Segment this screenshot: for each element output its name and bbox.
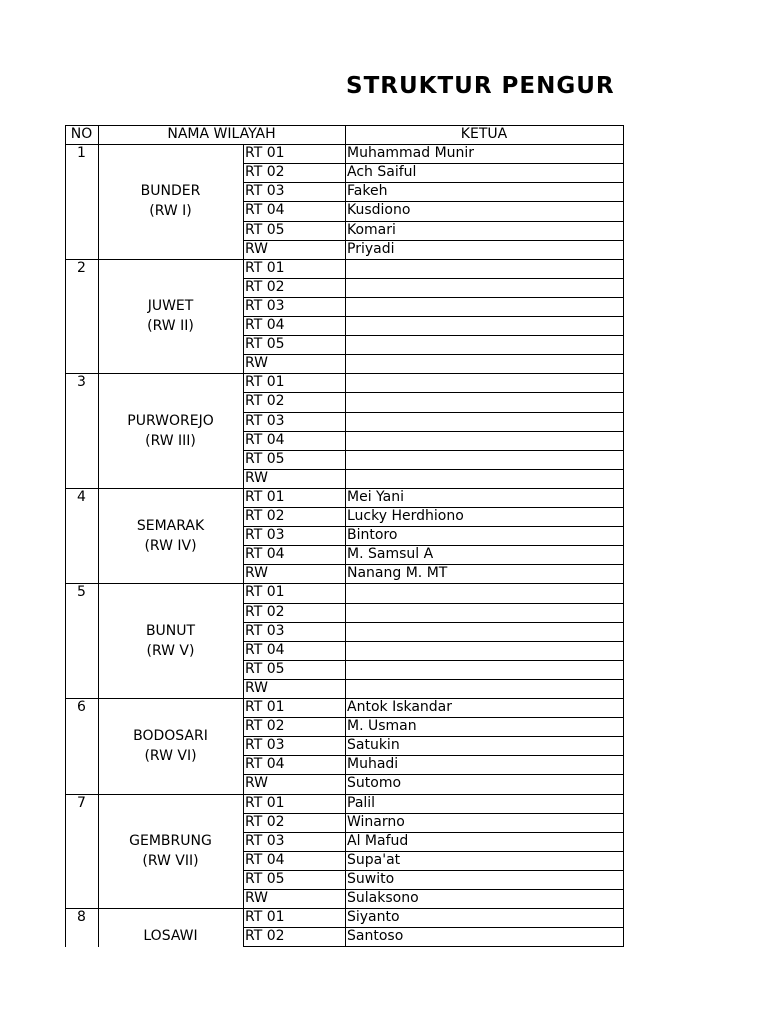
unit-cell: RT 02 <box>245 603 285 620</box>
row-number: 7 <box>77 794 86 811</box>
unit-cell: RW <box>245 240 269 257</box>
row-number: 3 <box>77 374 86 391</box>
unit-cell: RW <box>245 355 269 372</box>
header-ketua: KETUA <box>460 126 508 142</box>
unit-cell: RT 03 <box>245 527 285 544</box>
rw-label: (RW VI) <box>144 747 197 764</box>
header-nama-wilayah: NAMA WILAYAH <box>167 126 276 142</box>
wilayah-label: BUNUT <box>145 622 196 639</box>
ketua-cell <box>345 392 623 411</box>
unit-cell: RT 01 <box>245 259 285 276</box>
ketua-cell: Mei Yani <box>347 488 404 505</box>
unit-cell: RT 05 <box>245 660 285 677</box>
unit-cell: RT 03 <box>245 832 285 849</box>
unit-cell: RT 03 <box>245 737 285 754</box>
ketua-cell: Nanang M. MT <box>347 565 448 582</box>
wilayah-name <box>98 908 243 946</box>
unit-cell: RT 01 <box>245 145 285 162</box>
unit-cell: RT 03 <box>245 412 285 429</box>
ketua-cell: Palil <box>347 794 376 811</box>
unit-cell: RT 04 <box>245 641 285 658</box>
ketua-cell: Priyadi <box>347 240 395 257</box>
row-number: 2 <box>77 259 86 276</box>
unit-cell: RT 04 <box>245 202 285 219</box>
ketua-cell: Siyanto <box>347 909 400 926</box>
ketua-cell <box>345 583 623 602</box>
unit-cell: RT 03 <box>245 183 285 200</box>
ketua-cell: Bintoro <box>347 527 398 544</box>
ketua-cell <box>345 316 623 335</box>
unit-cell: RT 02 <box>245 813 285 830</box>
ketua-cell <box>345 259 623 278</box>
ketua-cell: Fakeh <box>347 183 388 200</box>
grid-line <box>98 125 99 947</box>
wilayah-name <box>98 259 243 374</box>
grid-line <box>243 946 624 947</box>
unit-cell: RT 01 <box>245 374 285 391</box>
ketua-cell <box>345 622 623 641</box>
ketua-cell <box>345 603 623 622</box>
ketua-cell: Muhammad Munir <box>347 145 475 162</box>
row-number: 5 <box>77 584 86 601</box>
ketua-cell: Antok Iskandar <box>347 699 453 715</box>
unit-cell: RT 05 <box>245 450 285 467</box>
row-number: 6 <box>77 699 86 715</box>
row-number: 8 <box>77 909 86 926</box>
unit-cell: RW <box>245 775 269 792</box>
unit-cell: RW <box>245 890 269 906</box>
unit-cell: RT 02 <box>245 508 285 524</box>
ketua-cell: Ach Saiful <box>347 164 417 181</box>
grid-line <box>623 125 624 946</box>
wilayah-name <box>98 488 243 584</box>
ketua-cell <box>345 660 623 679</box>
unit-cell: RT 02 <box>245 164 285 181</box>
unit-cell: RT 03 <box>245 297 285 314</box>
ketua-cell: Sulaksono <box>347 890 419 906</box>
rw-label: (RW I) <box>149 203 192 220</box>
ketua-cell: M. Usman <box>347 718 417 735</box>
wilayah-name <box>98 144 243 259</box>
unit-cell: RW <box>245 679 269 696</box>
ketua-cell: M. Samsul A <box>347 546 434 563</box>
row-number: 1 <box>77 145 86 162</box>
grid-line <box>243 144 244 946</box>
unit-cell: RT 04 <box>245 851 285 868</box>
unit-cell: RT 02 <box>245 278 285 295</box>
unit-cell: RT 04 <box>245 546 285 563</box>
unit-cell: RT 02 <box>245 928 285 945</box>
wilayah-label: SEMARAK <box>136 517 205 534</box>
unit-cell: RT 01 <box>245 699 285 715</box>
rw-label: (RW VII) <box>142 852 199 869</box>
ketua-cell: Santoso <box>347 928 404 945</box>
ketua-cell: Sutomo <box>347 775 402 792</box>
ketua-cell <box>345 373 623 392</box>
wilayah-label: BODOSARI <box>133 727 208 744</box>
ketua-cell <box>345 354 623 373</box>
ketua-cell: Muhadi <box>347 756 399 773</box>
ketua-cell: Winarno <box>347 813 405 830</box>
ketua-cell: Satukin <box>347 737 400 754</box>
unit-cell: RT 04 <box>245 756 285 773</box>
rw-label: (RW II) <box>147 317 194 334</box>
wilayah-name <box>98 373 243 488</box>
unit-cell: RT 01 <box>245 909 285 926</box>
ketua-cell: Komari <box>347 221 396 238</box>
rw-label: (RW V) <box>146 642 195 659</box>
wilayah-name <box>98 698 243 794</box>
ketua-cell: Suwito <box>347 870 395 887</box>
wilayah-label: JUWET <box>147 297 194 314</box>
grid-line <box>345 125 346 946</box>
unit-cell: RT 04 <box>245 431 285 448</box>
ketua-cell <box>345 450 623 469</box>
unit-cell: RT 05 <box>245 870 285 887</box>
ketua-cell <box>345 278 623 297</box>
unit-cell: RT 01 <box>245 488 285 505</box>
rw-label: (RW III) <box>145 432 196 449</box>
unit-cell: RT 05 <box>245 336 285 353</box>
ketua-cell <box>345 641 623 660</box>
wilayah-label: BUNDER <box>140 183 201 200</box>
ketua-cell <box>345 335 623 354</box>
ketua-cell <box>345 431 623 450</box>
wilayah-name <box>98 583 243 698</box>
ketua-cell <box>345 412 623 431</box>
ketua-cell: Lucky Herdhiono <box>347 508 464 524</box>
grid-line <box>65 125 66 947</box>
ketua-cell <box>345 297 623 316</box>
rw-label: (RW IV) <box>144 537 197 554</box>
ketua-cell: Kusdiono <box>347 202 411 219</box>
wilayah-label: PURWOREJO <box>127 412 214 429</box>
wilayah-label: GEMBRUNG <box>129 832 212 849</box>
ketua-cell <box>345 679 623 698</box>
unit-cell: RW <box>245 469 269 486</box>
ketua-cell <box>345 469 623 488</box>
unit-cell: RT 01 <box>245 794 285 811</box>
wilayah-label: LOSAWI <box>143 928 198 945</box>
unit-cell: RT 05 <box>245 221 285 238</box>
row-number: 4 <box>77 488 86 505</box>
document-title: STRUKTUR PENGUR <box>346 73 615 99</box>
ketua-cell: Supa'at <box>347 851 401 868</box>
unit-cell: RT 03 <box>245 622 285 639</box>
unit-cell: RT 02 <box>245 718 285 735</box>
unit-cell: RT 04 <box>245 317 285 333</box>
unit-cell: RW <box>245 565 269 582</box>
unit-cell: RT 02 <box>245 393 285 410</box>
ketua-cell: Al Mafud <box>347 832 409 849</box>
header-no: NO <box>70 126 93 142</box>
wilayah-name <box>98 794 243 909</box>
unit-cell: RT 01 <box>245 584 285 601</box>
